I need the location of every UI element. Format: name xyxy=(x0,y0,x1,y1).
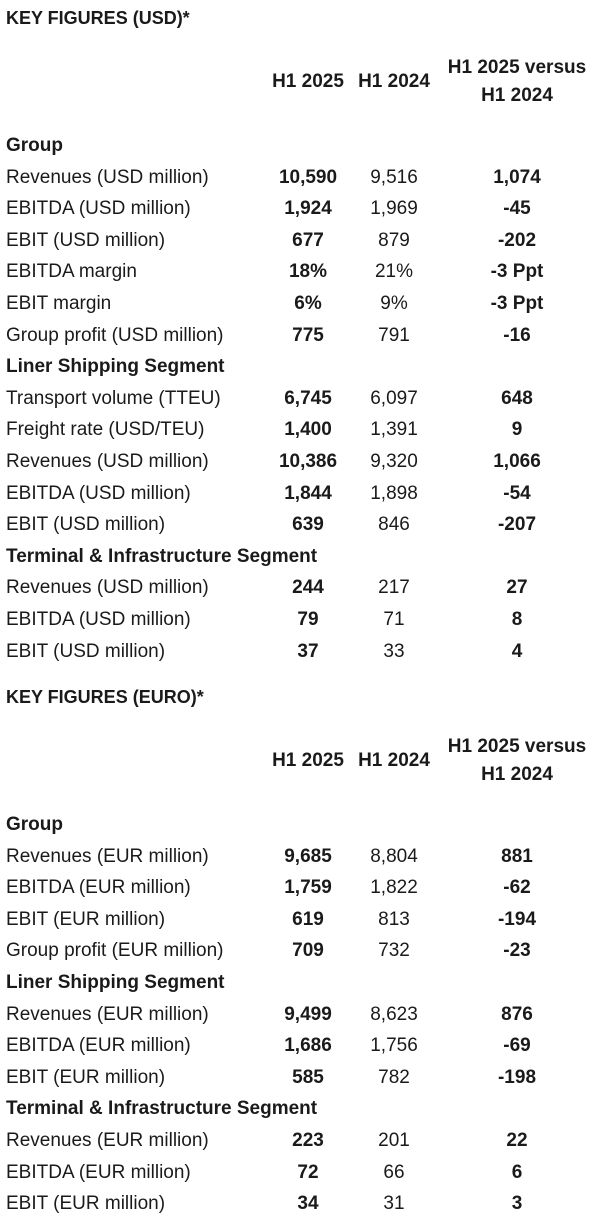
usd-group-heading-label: Group xyxy=(6,135,63,156)
value-change: -54 xyxy=(503,482,531,504)
value-change: 3 xyxy=(511,1193,523,1215)
value-h1-2024: 33 xyxy=(383,640,405,662)
usd-group-heading-label: Liner Shipping Segment xyxy=(6,356,225,378)
value-change: -202 xyxy=(497,229,537,251)
table-row xyxy=(0,604,600,636)
row-label: EBITDA (USD million) xyxy=(6,608,191,630)
value-h1-2024: 791 xyxy=(378,324,410,346)
value-h1-2024: 813 xyxy=(378,908,410,930)
value-change: 876 xyxy=(501,1003,533,1025)
eur-group-heading xyxy=(0,967,600,999)
value-change: -69 xyxy=(503,1035,531,1057)
value-h1-2024: 732 xyxy=(378,940,410,962)
usd-group-heading xyxy=(0,351,600,383)
value-change: 6 xyxy=(511,1161,523,1183)
value-h1-2025: 10,590 xyxy=(278,166,338,188)
value-h1-2025: 1,759 xyxy=(284,877,332,899)
table-row xyxy=(0,383,600,415)
value-h1-2025: 34 xyxy=(297,1193,319,1215)
value-h1-2024: 846 xyxy=(378,514,410,536)
value-change: -194 xyxy=(497,908,537,930)
row-label: Freight rate (USD/TEU) xyxy=(6,419,205,441)
value-h1-2024: 8,804 xyxy=(370,845,418,867)
eur-group-heading-label: Group xyxy=(6,814,63,836)
row-label: Revenues (USD million) xyxy=(6,166,209,188)
value-change: -16 xyxy=(503,324,531,346)
value-h1-2025: 9,685 xyxy=(284,845,332,867)
value-h1-2025: 1,686 xyxy=(284,1035,332,1057)
row-label: Revenues (EUR million) xyxy=(6,845,209,867)
value-h1-2025: 775 xyxy=(292,324,324,346)
value-h1-2024: 66 xyxy=(383,1161,405,1183)
row-label: EBITDA (EUR million) xyxy=(6,1035,191,1057)
row-label: Revenues (EUR million) xyxy=(6,1130,209,1152)
eur-header-h1-2025: H1 2025 xyxy=(272,750,344,772)
table-row xyxy=(0,320,600,352)
value-change: -198 xyxy=(497,1066,537,1088)
table-row xyxy=(0,872,600,904)
table-row xyxy=(0,572,600,604)
value-change: -3 Ppt xyxy=(490,261,544,283)
value-change: -3 Ppt xyxy=(490,292,544,314)
table-row xyxy=(0,1157,600,1189)
row-label: EBIT (USD million) xyxy=(6,640,166,662)
value-h1-2024: 1,822 xyxy=(370,877,418,899)
value-h1-2024: 1,898 xyxy=(370,482,418,504)
value-h1-2025: 6,745 xyxy=(284,387,332,409)
table-row xyxy=(0,1030,600,1062)
value-change: -207 xyxy=(497,514,537,536)
table-row xyxy=(0,288,600,320)
table-row xyxy=(0,935,600,967)
table-row xyxy=(0,841,600,873)
row-label: Revenues (USD million) xyxy=(6,450,209,472)
eur-group-heading xyxy=(0,1093,600,1125)
value-h1-2024: 9,516 xyxy=(370,166,418,188)
eur-group-heading-label: Terminal & Infrastructure Segment xyxy=(6,1098,318,1120)
table-row xyxy=(0,636,600,668)
value-h1-2024: 9,320 xyxy=(370,450,418,472)
row-label: Group profit (USD million) xyxy=(6,324,224,346)
usd-section-title: KEY FIGURES (USD)* xyxy=(6,8,190,28)
table-row xyxy=(0,478,600,510)
row-label: EBIT margin xyxy=(6,292,112,314)
row-label: EBIT (EUR million) xyxy=(6,908,166,930)
table-row xyxy=(0,1062,600,1094)
table-row xyxy=(0,509,600,541)
value-change: 9 xyxy=(511,419,523,441)
eur-header-change-line1: H1 2025 versus xyxy=(447,736,587,758)
value-change: -23 xyxy=(503,940,531,962)
table-row xyxy=(0,225,600,257)
value-h1-2024: 1,969 xyxy=(370,198,418,220)
eur-header-h1-2024: H1 2024 xyxy=(358,750,430,772)
row-label: Revenues (EUR million) xyxy=(6,1003,209,1025)
value-h1-2025: 9,499 xyxy=(284,1003,332,1025)
eur-header-change-line2: H1 2024 xyxy=(481,764,553,786)
value-h1-2025: 1,924 xyxy=(284,198,332,220)
value-h1-2025: 639 xyxy=(292,514,324,536)
value-h1-2025: 1,400 xyxy=(284,419,332,441)
value-h1-2025: 223 xyxy=(292,1130,324,1152)
table-row xyxy=(0,414,600,446)
usd-header-change-line1: H1 2025 versus xyxy=(447,57,587,78)
row-label: EBITDA margin xyxy=(6,261,137,283)
table-row xyxy=(0,256,600,288)
value-change: -62 xyxy=(503,877,531,899)
row-label: EBITDA (USD million) xyxy=(6,198,191,220)
usd-table-header xyxy=(0,54,600,130)
value-h1-2024: 6,097 xyxy=(370,387,418,409)
table-row xyxy=(0,1125,600,1157)
value-h1-2025: 709 xyxy=(292,940,324,962)
value-h1-2025: 6% xyxy=(294,292,322,314)
value-h1-2025: 18% xyxy=(288,261,328,283)
row-label: EBIT (EUR million) xyxy=(6,1066,166,1088)
value-h1-2024: 1,391 xyxy=(370,419,418,441)
usd-group-heading xyxy=(0,130,600,162)
table-row xyxy=(0,162,600,194)
eur-table-body xyxy=(0,809,600,1220)
value-h1-2024: 31 xyxy=(383,1193,405,1215)
value-h1-2024: 21% xyxy=(374,261,414,283)
value-h1-2024: 782 xyxy=(378,1066,410,1088)
row-label: EBITDA (USD million) xyxy=(6,482,191,504)
value-change: 4 xyxy=(511,640,523,662)
value-change: 881 xyxy=(501,845,533,867)
value-h1-2024: 9% xyxy=(380,292,408,314)
value-change: 1,074 xyxy=(493,166,541,188)
value-h1-2025: 79 xyxy=(297,608,319,630)
value-h1-2025: 37 xyxy=(297,640,319,662)
value-h1-2024: 1,756 xyxy=(370,1035,418,1057)
usd-group-heading-label: Terminal & Infrastructure Segment xyxy=(6,545,318,567)
eur-table-header xyxy=(0,733,600,809)
row-label: EBIT (EUR million) xyxy=(6,1193,166,1215)
value-change: 22 xyxy=(506,1130,528,1152)
value-change: 8 xyxy=(511,608,523,630)
row-label: Transport volume (TTEU) xyxy=(6,387,221,409)
value-h1-2025: 10,386 xyxy=(278,450,338,472)
value-h1-2024: 217 xyxy=(378,577,410,599)
eur-key-figures-section xyxy=(0,681,600,1220)
usd-group-heading xyxy=(0,541,600,573)
value-change: -45 xyxy=(503,198,531,220)
row-label: EBIT (USD million) xyxy=(6,514,166,536)
value-h1-2025: 1,844 xyxy=(284,482,332,504)
row-label: Group profit (EUR million) xyxy=(6,940,224,962)
table-row xyxy=(0,904,600,936)
value-h1-2025: 244 xyxy=(292,577,324,599)
usd-header-h1-2025: H1 2025 xyxy=(272,71,344,92)
value-change: 27 xyxy=(506,577,528,599)
table-row xyxy=(0,446,600,478)
table-row xyxy=(0,193,600,225)
usd-header-change-line2: H1 2024 xyxy=(481,85,553,106)
value-h1-2024: 201 xyxy=(378,1130,410,1152)
row-label: EBIT (USD million) xyxy=(6,229,166,251)
value-h1-2025: 585 xyxy=(292,1066,324,1088)
value-h1-2024: 879 xyxy=(378,229,410,251)
eur-group-heading-label: Liner Shipping Segment xyxy=(6,972,225,994)
row-label: EBITDA (EUR million) xyxy=(6,877,191,899)
value-h1-2024: 71 xyxy=(383,608,405,630)
usd-header-h1-2024: H1 2024 xyxy=(358,71,430,92)
eur-group-heading xyxy=(0,809,600,841)
row-label: Revenues (USD million) xyxy=(6,577,209,599)
value-change: 648 xyxy=(501,387,533,409)
row-label: EBITDA (EUR million) xyxy=(6,1161,191,1183)
value-h1-2025: 677 xyxy=(292,229,324,251)
value-h1-2025: 72 xyxy=(297,1161,319,1183)
value-change: 1,066 xyxy=(493,450,541,472)
value-h1-2024: 8,623 xyxy=(370,1003,418,1025)
eur-section-title: KEY FIGURES (EURO)* xyxy=(6,687,204,708)
usd-table-body xyxy=(0,130,600,667)
value-h1-2025: 619 xyxy=(292,908,324,930)
table-row xyxy=(0,999,600,1031)
